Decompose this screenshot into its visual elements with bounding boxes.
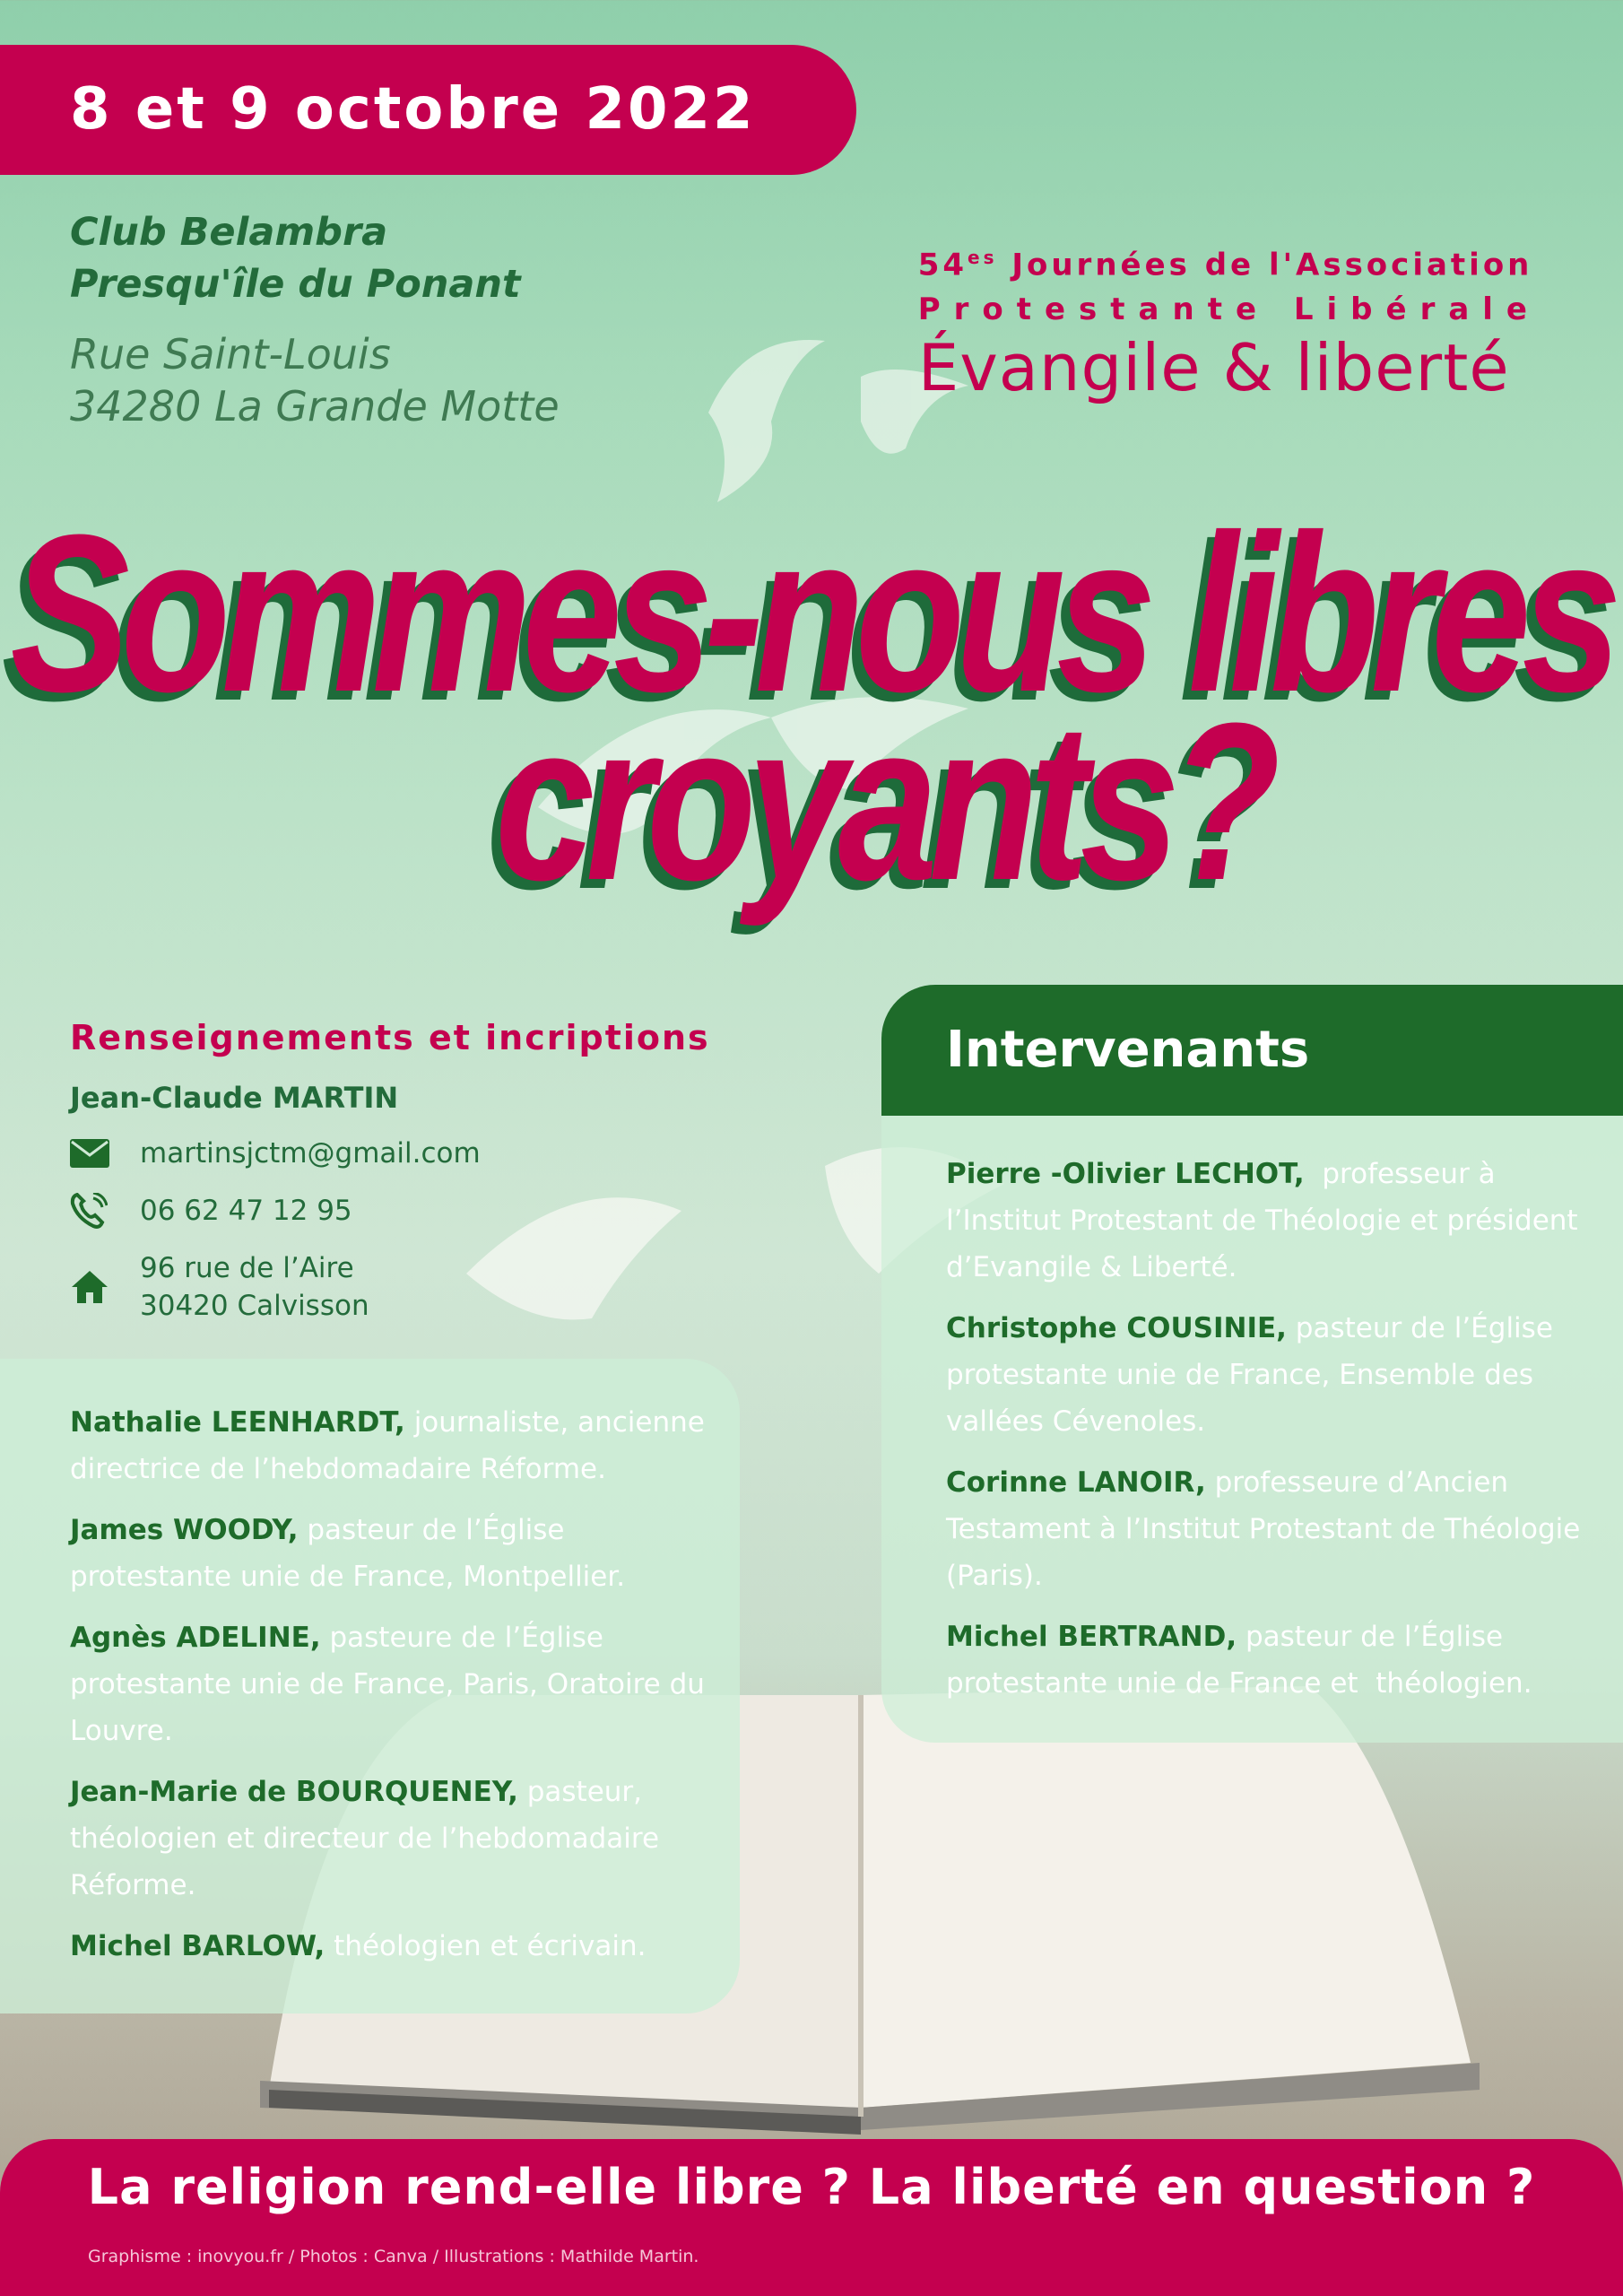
headline-line2: croyants? bbox=[495, 677, 1271, 927]
speaker-name: Pierre -Olivier LECHOT, bbox=[946, 1158, 1305, 1190]
speaker-desc: professeure d’Ancien Testament à l’Institut Protestant de Théologie (Paris). bbox=[946, 1466, 1590, 1592]
venue-name-line1: Club Belambra bbox=[70, 210, 388, 255]
home-icon bbox=[70, 1249, 140, 1325]
contact-address-row bbox=[70, 1249, 710, 1325]
speaker-desc: pasteure de l’Église protestante unie de France, Paris, Oratoire du Louvre. bbox=[70, 1622, 714, 1747]
speaker-desc: pasteur de l’Église protestante unie de France et théologien. bbox=[946, 1621, 1532, 1700]
contact-phone[interactable]: 06 62 47 12 95 bbox=[140, 1195, 352, 1227]
speaker-name: Nathalie LEENHARDT, bbox=[70, 1406, 405, 1439]
contact-address bbox=[140, 1249, 369, 1325]
speakers-header: Intervenants bbox=[881, 985, 1623, 1116]
speaker-desc: journaliste, ancienne directrice de l’hebdomadaire Réforme. bbox=[70, 1406, 714, 1485]
association-block bbox=[918, 235, 1541, 404]
phone-icon bbox=[70, 1192, 140, 1230]
contact-info bbox=[70, 1018, 710, 1325]
speaker-item bbox=[70, 1399, 716, 1492]
speaker-desc: pasteur de l’Église protestante unie de France, Ensemble des vallées Cévenoles. bbox=[946, 1312, 1562, 1438]
event-date-banner: 8 et 9 octobre 2022 bbox=[0, 45, 856, 175]
speaker-item bbox=[70, 1507, 716, 1600]
speaker-item bbox=[70, 1923, 716, 1970]
speaker-name: Corinne LANOIR, bbox=[946, 1466, 1206, 1499]
speakers-list-left bbox=[70, 1399, 716, 1984]
speaker-item bbox=[946, 1305, 1592, 1445]
speaker-item bbox=[70, 1614, 716, 1754]
contact-address-line1: 96 rue de l’Aire bbox=[140, 1252, 354, 1284]
credits: Graphisme : inovyou.fr / Photos : Canva / Illustrations : Mathilde Martin. bbox=[88, 2247, 699, 2266]
speaker-item bbox=[946, 1151, 1592, 1291]
contact-address-line2: 30420 Calvisson bbox=[140, 1290, 369, 1322]
speaker-desc: pasteur, théologien et directeur de l’hebdomadaire Réforme. bbox=[70, 1776, 668, 1901]
contact-email[interactable]: martinsjctm@gmail.com bbox=[140, 1137, 481, 1170]
speaker-item bbox=[70, 1769, 716, 1909]
association-line1-text: Journées de l'Association bbox=[997, 247, 1533, 283]
speaker-name: Christophe COUSINIE, bbox=[946, 1312, 1287, 1344]
venue-address bbox=[70, 328, 560, 432]
speaker-item bbox=[946, 1613, 1592, 1707]
contact-title: Renseignements et incriptions bbox=[70, 1018, 710, 1057]
speakers-list-right bbox=[946, 1151, 1592, 1721]
brand-logo-text: Évangile & liberté bbox=[917, 330, 1510, 406]
speaker-desc: théologien et écrivain. bbox=[325, 1930, 647, 1962]
association-line2: Protestante Libérale bbox=[917, 291, 1541, 328]
venue-address-line2: 34280 La Grande Motte bbox=[70, 382, 560, 430]
speaker-item bbox=[946, 1459, 1592, 1599]
edition-suffix: es bbox=[968, 247, 998, 268]
speaker-name: Agnès ADELINE, bbox=[70, 1622, 321, 1654]
edition-number: 54 bbox=[917, 247, 968, 283]
speaker-desc: professeur à l’Institut Protestant de Théologie et président d’Evangile & Liberté. bbox=[946, 1158, 1587, 1283]
contact-name: Jean-Claude MARTIN bbox=[70, 1081, 399, 1115]
headline-line1: Sommes-nous libres bbox=[10, 489, 1613, 739]
envelope-icon bbox=[70, 1135, 140, 1172]
speaker-name: Jean-Marie de BOURQUENEY, bbox=[70, 1776, 518, 1808]
speaker-name: Michel BARLOW, bbox=[70, 1930, 325, 1962]
venue-address-line1: Rue Saint-Louis bbox=[70, 330, 391, 378]
association-line1 bbox=[918, 235, 1541, 287]
contact-email-row bbox=[70, 1135, 710, 1172]
speaker-name: Michel BERTRAND, bbox=[946, 1621, 1237, 1653]
bottom-banner bbox=[0, 2139, 1623, 2296]
contact-phone-row bbox=[70, 1192, 710, 1230]
tagline: La religion rend-elle libre ? La liberté en question ? bbox=[87, 2159, 1536, 2215]
speaker-desc: pasteur de l’Église protestante unie de France, Montpellier. bbox=[70, 1514, 626, 1593]
venue-name-line2: Presqu'île du Ponant bbox=[70, 262, 521, 307]
venue bbox=[70, 206, 560, 432]
speaker-name: James WOODY, bbox=[70, 1514, 299, 1546]
